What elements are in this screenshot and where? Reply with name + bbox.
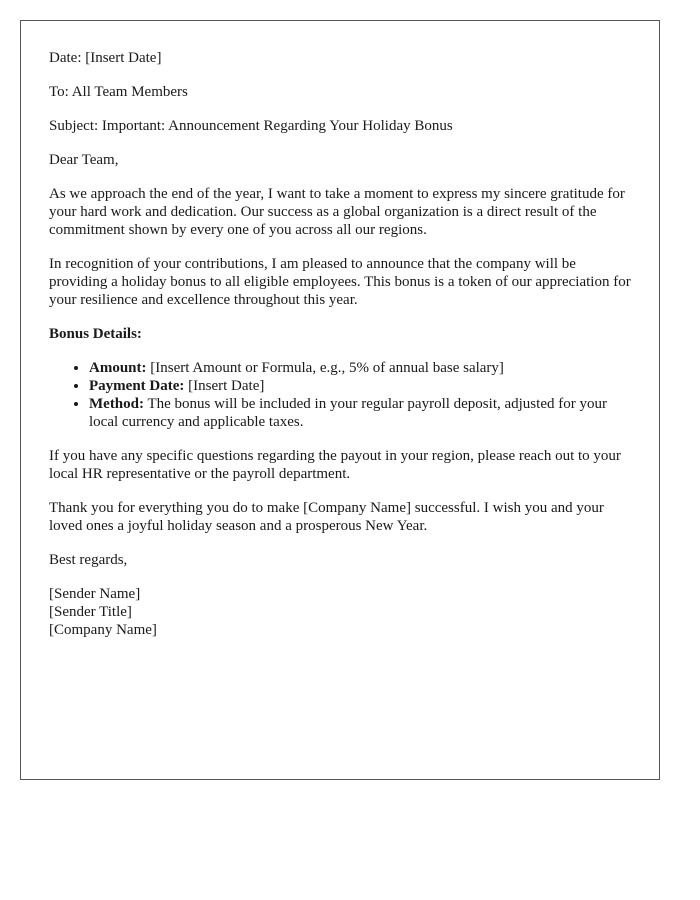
bonus-item-text: [Insert Date] <box>184 378 265 394</box>
thanks-paragraph: Thank you for everything you do to make [Company Name] successful. I wish you and your loved ones a joyful holiday season and a prosperous New Year. <box>49 500 604 534</box>
bonus-item-text: [Insert Amount or Formula, e.g., 5% of annual base salary] <box>146 360 504 376</box>
subject-line: Subject: Important: Announcement Regarding Your Holiday Bonus <box>49 118 453 134</box>
questions-paragraph: If you have any specific questions regarding the payout in your region, please reach out to your local HR representative or the payroll department. <box>49 448 621 482</box>
announcement-paragraph: In recognition of your contributions, I am pleased to announce that the company will be providing a holiday bonus to all eligible employees. This bonus is a token of our appreciation for your resilience and excellence throughout this year. <box>49 256 631 308</box>
bonus-item-method <box>89 395 631 431</box>
company-name: [Company Name] <box>49 622 157 638</box>
intro-paragraph: As we approach the end of the year, I want to take a moment to express my sincere gratitude for your hard work and dedication. Our success as a global organization is a direct result of the commitment shown by every one of you across all our regions. <box>49 186 625 238</box>
signature-block <box>49 585 631 639</box>
closing: Best regards, <box>49 552 128 568</box>
bonus-details-list <box>49 359 631 431</box>
sender-name: [Sender Name] <box>49 586 141 602</box>
bonus-details-heading: Bonus Details: <box>49 326 142 342</box>
sender-title: [Sender Title] <box>49 604 132 620</box>
greeting: Dear Team, <box>49 152 119 168</box>
bonus-item-payment-date <box>89 377 631 395</box>
bonus-item-amount <box>89 359 631 377</box>
bonus-item-label: Amount: <box>89 360 147 376</box>
bonus-item-label: Payment Date: <box>89 378 185 394</box>
bonus-item-text: The bonus will be included in your regular payroll deposit, adjusted for your local currency and applicable taxes. <box>89 396 607 430</box>
date-line: Date: [Insert Date] <box>49 50 162 66</box>
bonus-item-label: Method: <box>89 396 144 412</box>
to-line: To: All Team Members <box>49 84 188 100</box>
letter-page <box>20 20 660 780</box>
